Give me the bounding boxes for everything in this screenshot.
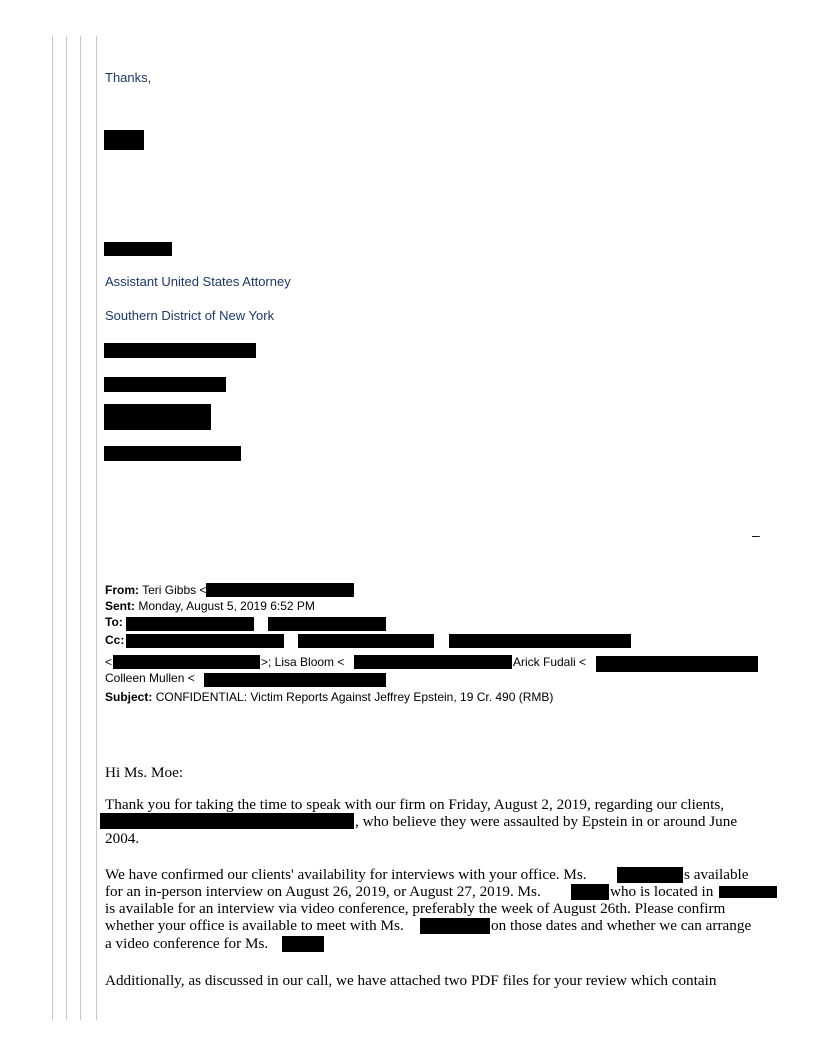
redaction bbox=[104, 377, 226, 392]
greeting: Hi Ms. Moe: bbox=[105, 764, 184, 781]
sent-value: Monday, August 5, 2019 6:52 PM bbox=[138, 599, 315, 613]
redaction bbox=[126, 634, 284, 648]
redaction bbox=[100, 813, 354, 829]
paragraph-1-line-2: , who believe they were assaulted by Epstein in or around June bbox=[355, 813, 738, 830]
signature-title: Assistant United States Attorney bbox=[105, 274, 291, 289]
cc-label: Cc: bbox=[105, 633, 125, 647]
cc-bracket: < bbox=[105, 655, 113, 669]
paragraph-2-line-4a: whether your office is available to meet with Ms. bbox=[105, 917, 404, 934]
redaction bbox=[206, 583, 354, 597]
cc-arick-fudali: Arick Fudali < bbox=[513, 655, 587, 669]
redaction bbox=[268, 617, 386, 631]
paragraph-3: Additionally, as discussed in our call, we have attached two PDF files for your review which contain bbox=[105, 972, 717, 989]
redaction bbox=[104, 343, 256, 358]
margin-rule bbox=[96, 36, 97, 1020]
margin-rule bbox=[52, 36, 53, 1020]
closing: Thanks, bbox=[105, 70, 152, 85]
sent-label: Sent: bbox=[105, 599, 135, 613]
cc-line-3 bbox=[105, 671, 195, 685]
redaction bbox=[617, 867, 683, 883]
paragraph-2-line-2b: who is located in bbox=[610, 883, 714, 900]
to-label: To: bbox=[105, 615, 123, 629]
paragraph-2-line-1b: s available bbox=[684, 866, 749, 883]
separator-dash: – bbox=[752, 527, 760, 543]
paragraph-2-line-4b: on those dates and whether we can arrange bbox=[491, 917, 752, 934]
margin-rule bbox=[80, 36, 81, 1020]
cc-colleen-mullen: Colleen Mullen < bbox=[105, 671, 195, 685]
subject-label: Subject: bbox=[105, 690, 153, 704]
redaction bbox=[596, 656, 758, 672]
margin-rule bbox=[66, 36, 67, 1020]
redaction bbox=[571, 884, 609, 900]
from-line bbox=[105, 583, 354, 597]
subject-line bbox=[105, 690, 553, 704]
redaction bbox=[719, 886, 777, 898]
redaction bbox=[204, 673, 386, 687]
redaction bbox=[420, 918, 490, 934]
from-label: From: bbox=[105, 583, 139, 597]
paragraph-2-line-3: is available for an interview via video conference, preferably the week of August 26th. Please confirm bbox=[105, 900, 726, 917]
paragraph-2-line-1a: We have confirmed our clients' availability for interviews with your office. Ms. bbox=[105, 866, 587, 883]
cc-line-2c bbox=[513, 655, 586, 669]
redaction bbox=[104, 446, 241, 461]
paragraph-2-line-5: a video conference for Ms. bbox=[105, 935, 269, 952]
redaction bbox=[113, 655, 260, 669]
redaction bbox=[104, 130, 144, 150]
paragraph-1-line-1: Thank you for taking the time to speak with our firm on Friday, August 2, 2019, regarding our clients, bbox=[105, 796, 725, 813]
from-value: Teri Gibbs < bbox=[142, 583, 207, 597]
redaction bbox=[104, 404, 211, 430]
cc-line bbox=[105, 633, 124, 647]
paragraph-2-line-2a: for an in-person interview on August 26, 2019, or August 27, 2019. Ms. bbox=[105, 883, 541, 900]
signature-office: Southern District of New York bbox=[105, 308, 275, 323]
redaction bbox=[298, 634, 434, 648]
redaction bbox=[104, 242, 172, 256]
sent-line bbox=[105, 599, 315, 613]
redaction bbox=[449, 634, 631, 648]
subject-value: CONFIDENTIAL: Victim Reports Against Jeffrey Epstein, 19 Cr. 490 (RMB) bbox=[155, 690, 554, 704]
paragraph-1-line-3: 2004. bbox=[105, 830, 140, 847]
redaction bbox=[282, 936, 324, 952]
redaction bbox=[126, 617, 254, 631]
cc-line-2 bbox=[105, 655, 112, 669]
cc-lisa-bloom: >; Lisa Bloom < bbox=[261, 655, 345, 669]
redaction bbox=[354, 655, 512, 669]
to-line bbox=[105, 615, 123, 629]
cc-line-2b bbox=[261, 655, 344, 669]
